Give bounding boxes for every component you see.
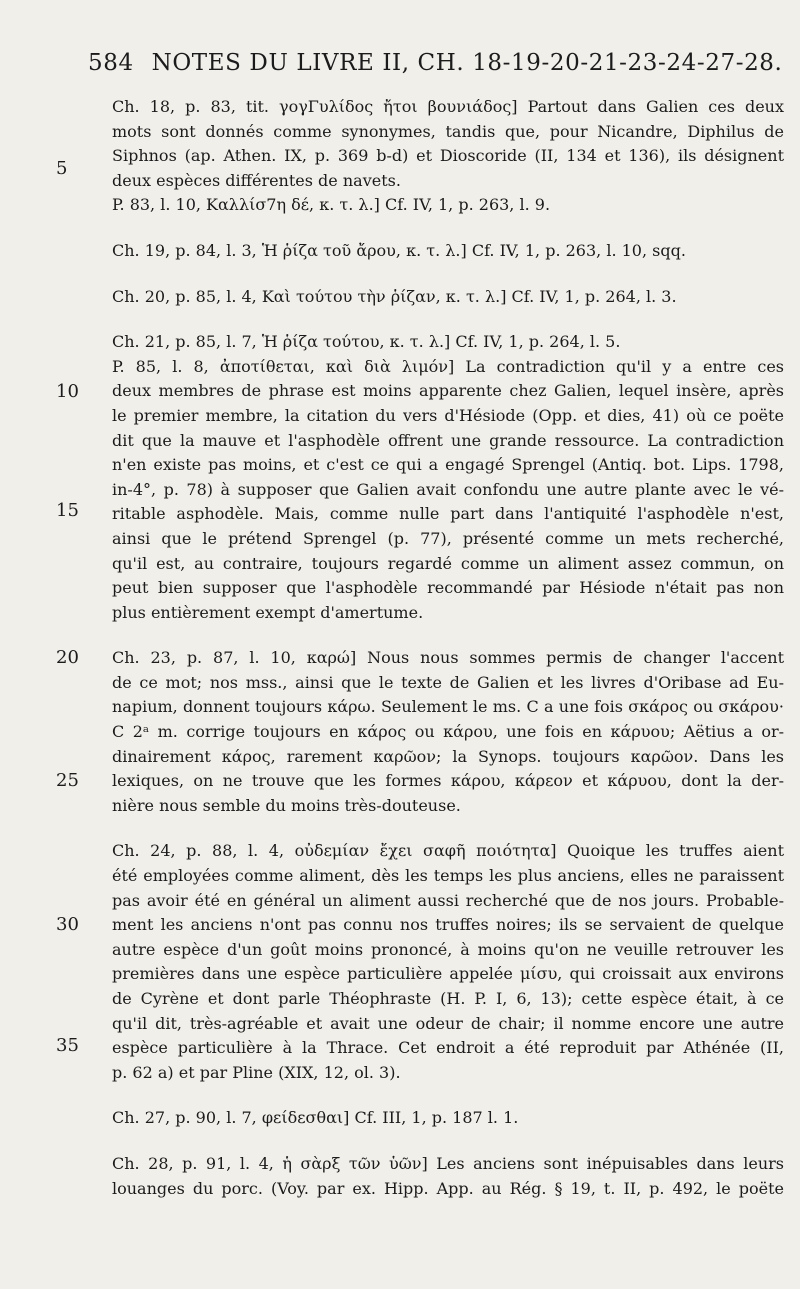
line-number: 35 [56, 1035, 79, 1056]
text-line: ainsi que le prétend Sprengel (p. 77), présenté comme un mets recherché, [112, 528, 784, 548]
text-line: P. 83, l. 10, Καλλίσ7η δέ, κ. τ. λ.] Cf. IV, 1, p. 263, l. 9. [112, 195, 551, 215]
text-line: peut bien supposer que l'asphodèle recommandé par Hésiode n'était pas non [112, 578, 784, 598]
text-line: Ch. 24, p. 88, l. 4, οὐδεμίαν ἔχει σαφῆ ποιότητα] Quoique les truffes aient [112, 841, 784, 861]
text-line: in-4°, p. 78) à supposer que Galien avait confondu une autre plante avec le vé- [112, 479, 784, 499]
text-line: napium, donnent toujours κάρω. Seulement le ms. C a une fois σκάρος ou σκάρου· [112, 697, 784, 717]
text-line: autre espèce d'un goût moins prononcé, à moins qu'on ne veuille retrouver les [112, 939, 784, 959]
text-line: de ce mot; nos mss., ainsi que le texte de Galien et les livres d'Oribase ad Eu- [112, 672, 784, 692]
text-line: qu'il est, au contraire, toujours regardé comme un aliment assez commun, on [112, 553, 784, 573]
text-line: de Cyrène et dont parle Théophraste (H. P. I, 6, 13); cette espèce était, à ce [112, 989, 784, 1008]
note-ch18 [112, 95, 784, 218]
text-line: ritable asphodèle. Mais, comme nulle part dans l'antiquité l'asphodèle n'est, [112, 504, 784, 524]
text-line: été employées comme aliment, dès les temps les plus anciens, elles ne paraissent [112, 866, 784, 886]
line-number: 25 [56, 770, 79, 791]
text-line: Ch. 23, p. 87, l. 10, καρώ] Nous nous sommes permis de changer l'accent [112, 648, 784, 668]
text-line: Ch. 18, p. 83, tit. γογΓυλίδος ἤτοι βουνιάδος] Partout dans Galien ces deux [112, 97, 784, 116]
note-ch24 [112, 839, 784, 1085]
text-line: Ch. 19, p. 84, l. 3, Ἡ ῥίζα τοῦ ἄρου, κ. τ. λ.] Cf. IV, 1, p. 263, l. 10, sqq. [112, 240, 686, 260]
text-line: P. 85, l. 8, ἀποτίθεται, καὶ διὰ λιμόν] La contradiction qu'il y a entre ces [112, 356, 784, 376]
text-line: C 2ᵃ m. corrige toujours en κάρος ou κάρου, une fois en κάρυου; Aëtius a or- [112, 722, 784, 742]
text-line: dinairement κάρος, rarement καρῶον; la Synops. toujours καρῶον. Dans les [112, 746, 784, 766]
text-line: Ch. 27, p. 90, l. 7, φείδεσθαι] Cf. III, 1, p. 187 l. 1. [112, 1108, 519, 1128]
text-line: Ch. 28, p. 91, l. 4, ἡ σὰρξ τῶν ὑῶν] Les anciens sont inépuisables dans leurs [112, 1153, 784, 1173]
text-line: mots sont donnés comme synonymes, tandis que, pour Nicandre, Diphilus de [112, 121, 784, 141]
note-ch28 [112, 1152, 784, 1201]
text-line: ment les anciens n'ont pas connu nos truffes noires; ils se servaient de quelque [112, 915, 784, 935]
text-line: n'en existe pas moins, et c'est ce qui a engagé Sprengel (Antiq. bot. Lips. 1798, [112, 455, 784, 475]
text-line: nière nous semble du moins très-douteuse. [112, 795, 461, 815]
note-ch23 [112, 646, 784, 818]
note-ch21 [112, 330, 784, 625]
text-line: Siphnos (ap. Athen. IX, p. 369 b-d) et Dioscoride (II, 134 et 136), ils désignent [112, 146, 784, 166]
note-ch27 [112, 1106, 784, 1131]
text-line: Ch. 21, p. 85, l. 7, Ἡ ῥίζα τούτου, κ. τ. λ.] Cf. IV, 1, p. 264, l. 5. [112, 332, 621, 352]
text-line: espèce particulière à la Thrace. Cet endroit a été reproduit par Athénée (II, [112, 1038, 784, 1058]
text-line: premières dans une espèce particulière appelée μίσυ, qui croissait aux environs [112, 964, 784, 984]
text-line: dit que la mauve et l'asphodèle offrent une grande ressource. La contradiction [112, 430, 784, 450]
line-number: 5 [56, 158, 68, 179]
text-line: le premier membre, la citation du vers d'Hésiode (Opp. et dies, 41) où ce poëte [112, 405, 784, 425]
running-header [88, 50, 783, 76]
text-line: pas avoir été en général un aliment aussi recherché que de nos jours. Probable- [112, 890, 784, 910]
text-line: lexiques, on ne trouve que les formes κάρου, κάρεον et κάρυου, dont la der- [112, 771, 784, 791]
text-line: p. 62 a) et par Pline (XIX, 12, ol. 3). [112, 1062, 401, 1082]
text-line: plus entièrement exempt d'amertume. [112, 602, 424, 622]
notes-body [112, 95, 784, 1201]
line-number: 20 [56, 647, 79, 668]
text-line: louanges du porc. (Voy. par ex. Hipp. App. au Rég. § 19, t. II, p. 492, le poëte [112, 1178, 784, 1198]
line-number: 15 [56, 500, 79, 521]
note-ch20 [112, 285, 784, 310]
running-title: NOTES DU LIVRE II, CH. 18-19-20-21-23-24-27-28. [151, 50, 783, 76]
line-number: 30 [56, 914, 79, 935]
text-line: deux membres de phrase est moins apparente chez Galien, lequel insère, après [112, 381, 784, 401]
note-ch19 [112, 239, 784, 264]
text-line: Ch. 20, p. 85, l. 4, Καὶ τούτου τὴν ῥίζαν, κ. τ. λ.] Cf. IV, 1, p. 264, l. 3. [112, 286, 677, 306]
text-line: qu'il dit, très-agréable et avait une odeur de chair; il nomme encore une autre [112, 1013, 784, 1033]
page-number: 584 [88, 50, 134, 76]
text-line: deux espèces différentes de navets. [112, 170, 401, 190]
line-number: 10 [56, 381, 79, 402]
